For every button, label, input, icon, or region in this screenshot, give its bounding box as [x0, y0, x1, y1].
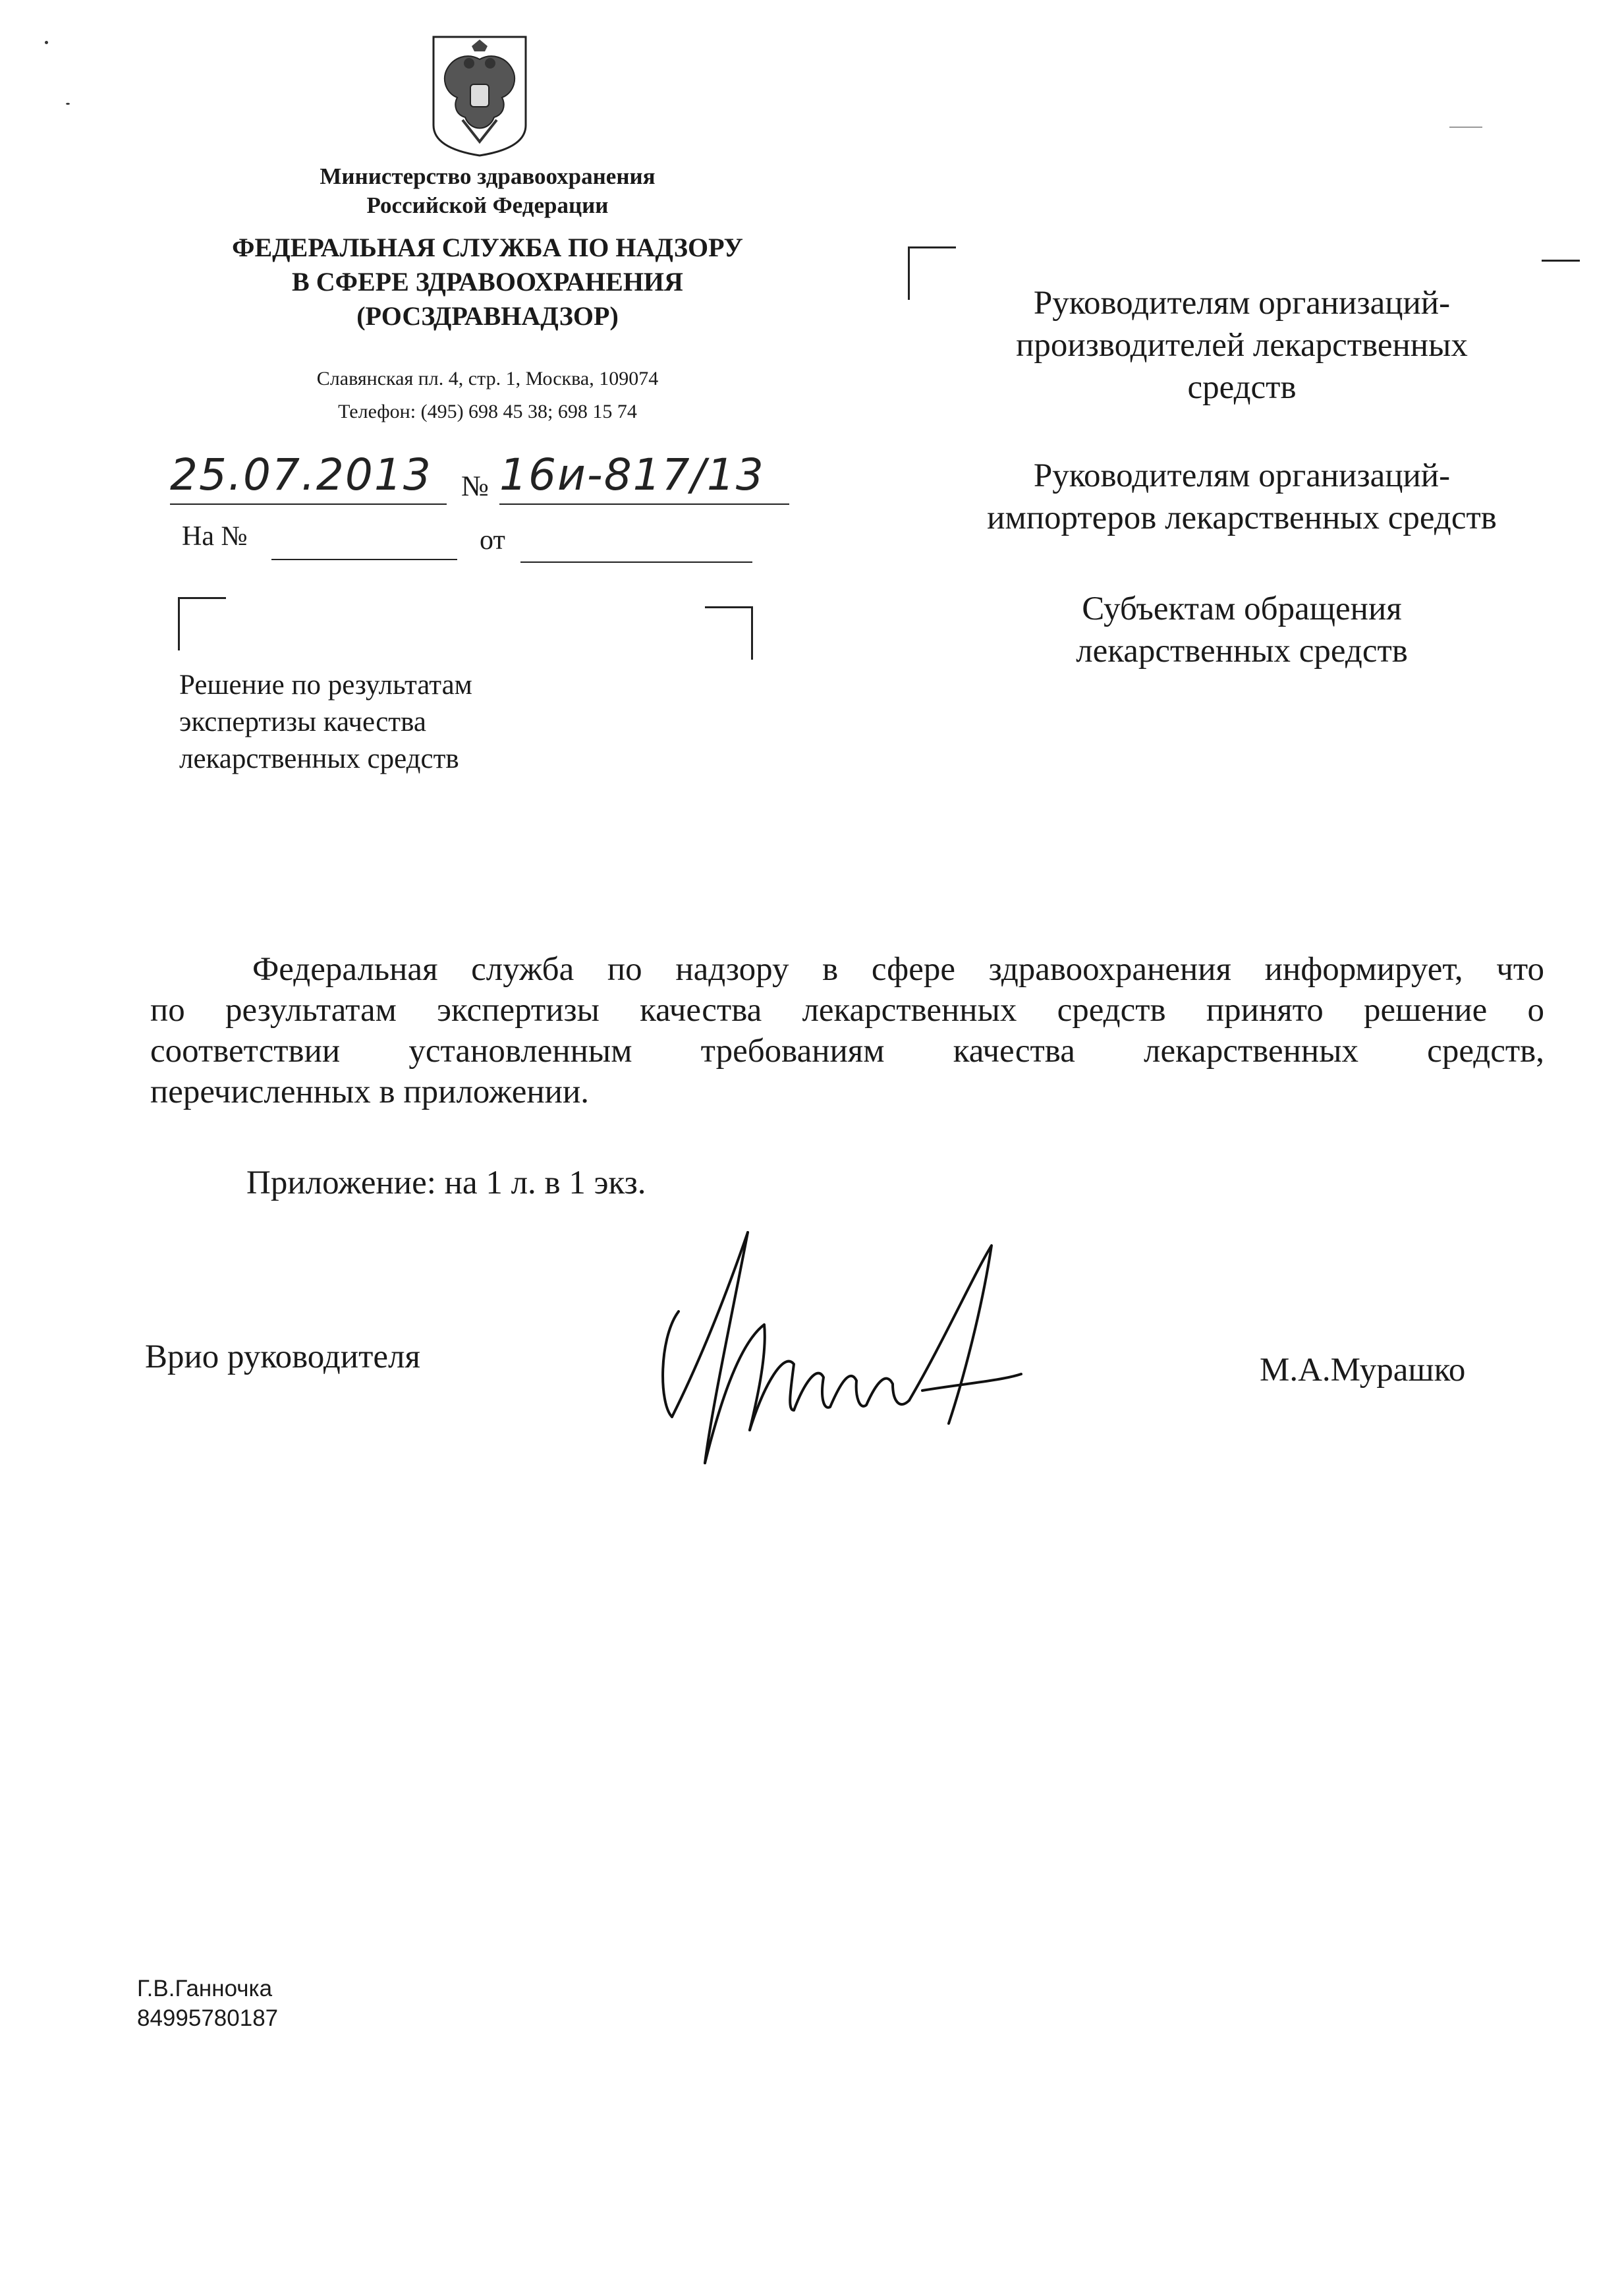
scan-speck: [66, 103, 70, 105]
body-line-2: по результатам экспертизы качества лекарственных средств принято решение о: [150, 992, 1544, 1029]
agency-name: [158, 231, 817, 333]
agency-address: Славянская пл. 4, стр. 1, Москва, 109074: [316, 368, 659, 389]
letter-body: [150, 949, 1544, 1112]
signatory-name: М.А.Мурашко: [1260, 1352, 1466, 1389]
scan-speck: [1449, 127, 1482, 128]
addressee-1-line-3: средств: [1187, 369, 1297, 406]
addressee-3-line-2: лекарственных средств: [1076, 633, 1408, 670]
body-line-1: Федеральная служба по надзору в сфере здравоохранения информирует, что: [252, 951, 1544, 988]
addressee-3-line-1: Субъектам обращения: [1082, 590, 1402, 627]
number-sign: №: [461, 470, 489, 502]
scan-speck: [45, 41, 48, 44]
subject-line-2: экспертизы качества: [179, 706, 426, 737]
agency-line-3: (РОСЗДРАВНАДЗОР): [356, 301, 619, 331]
registration-number: 16и-817/13: [499, 449, 765, 500]
date-underline: [170, 503, 447, 505]
signatory-position: Врио руководителя: [145, 1338, 420, 1375]
addressee-subjects: [903, 588, 1581, 672]
executor-name: Г.В.Ганночка: [137, 1976, 273, 2001]
number-underline: [499, 503, 789, 505]
agency-contacts: [198, 362, 777, 428]
subject-corner-right: [705, 606, 753, 660]
subject-line-1: Решение по результатам: [179, 670, 472, 701]
reply-to-label: На №: [182, 521, 248, 552]
addressee-manufacturers: [903, 282, 1581, 409]
ministry-line-2: Российской Федерации: [366, 192, 609, 218]
executor-phone: 84995780187: [137, 2005, 279, 2031]
addressee-importers: [903, 455, 1581, 539]
coat-of-arms-emblem: [427, 33, 532, 158]
handwritten-signature: [632, 1213, 1028, 1516]
subject-corner-left: [178, 597, 226, 650]
addressee-1-line-1: Руководителям организаций-: [1033, 285, 1451, 322]
reply-to-underline: [271, 559, 457, 560]
registration-date: 25.07.2013: [170, 449, 432, 500]
addressee-2-line-1: Руководителям организаций-: [1033, 457, 1451, 494]
agency-phone: Телефон: (495) 698 45 38; 698 15 74: [338, 401, 637, 422]
subject-line-3: лекарственных средств: [179, 743, 459, 774]
addressee-corner-right: [1542, 260, 1580, 262]
body-line-3: соответствии установленным требованиям качества лекарственных средств,: [150, 1033, 1544, 1070]
body-line-4: перечисленных в приложении.: [150, 1074, 589, 1110]
from-label: от: [480, 525, 505, 556]
agency-line-1: ФЕДЕРАЛЬНАЯ СЛУЖБА ПО НАДЗОРУ: [232, 233, 743, 262]
attachment-note: Приложение: на 1 л. в 1 экз.: [246, 1164, 646, 1201]
addressee-2-line-2: импортеров лекарственных средств: [987, 500, 1497, 536]
ministry-name: [237, 162, 738, 220]
letter-subject: [179, 667, 472, 778]
agency-line-2: В СФЕРЕ ЗДРАВООХРАНЕНИЯ: [292, 267, 683, 297]
addressee-1-line-2: производителей лекарственных: [1016, 327, 1468, 364]
ministry-line-1: Министерство здравоохранения: [320, 163, 656, 189]
from-underline: [520, 561, 752, 563]
